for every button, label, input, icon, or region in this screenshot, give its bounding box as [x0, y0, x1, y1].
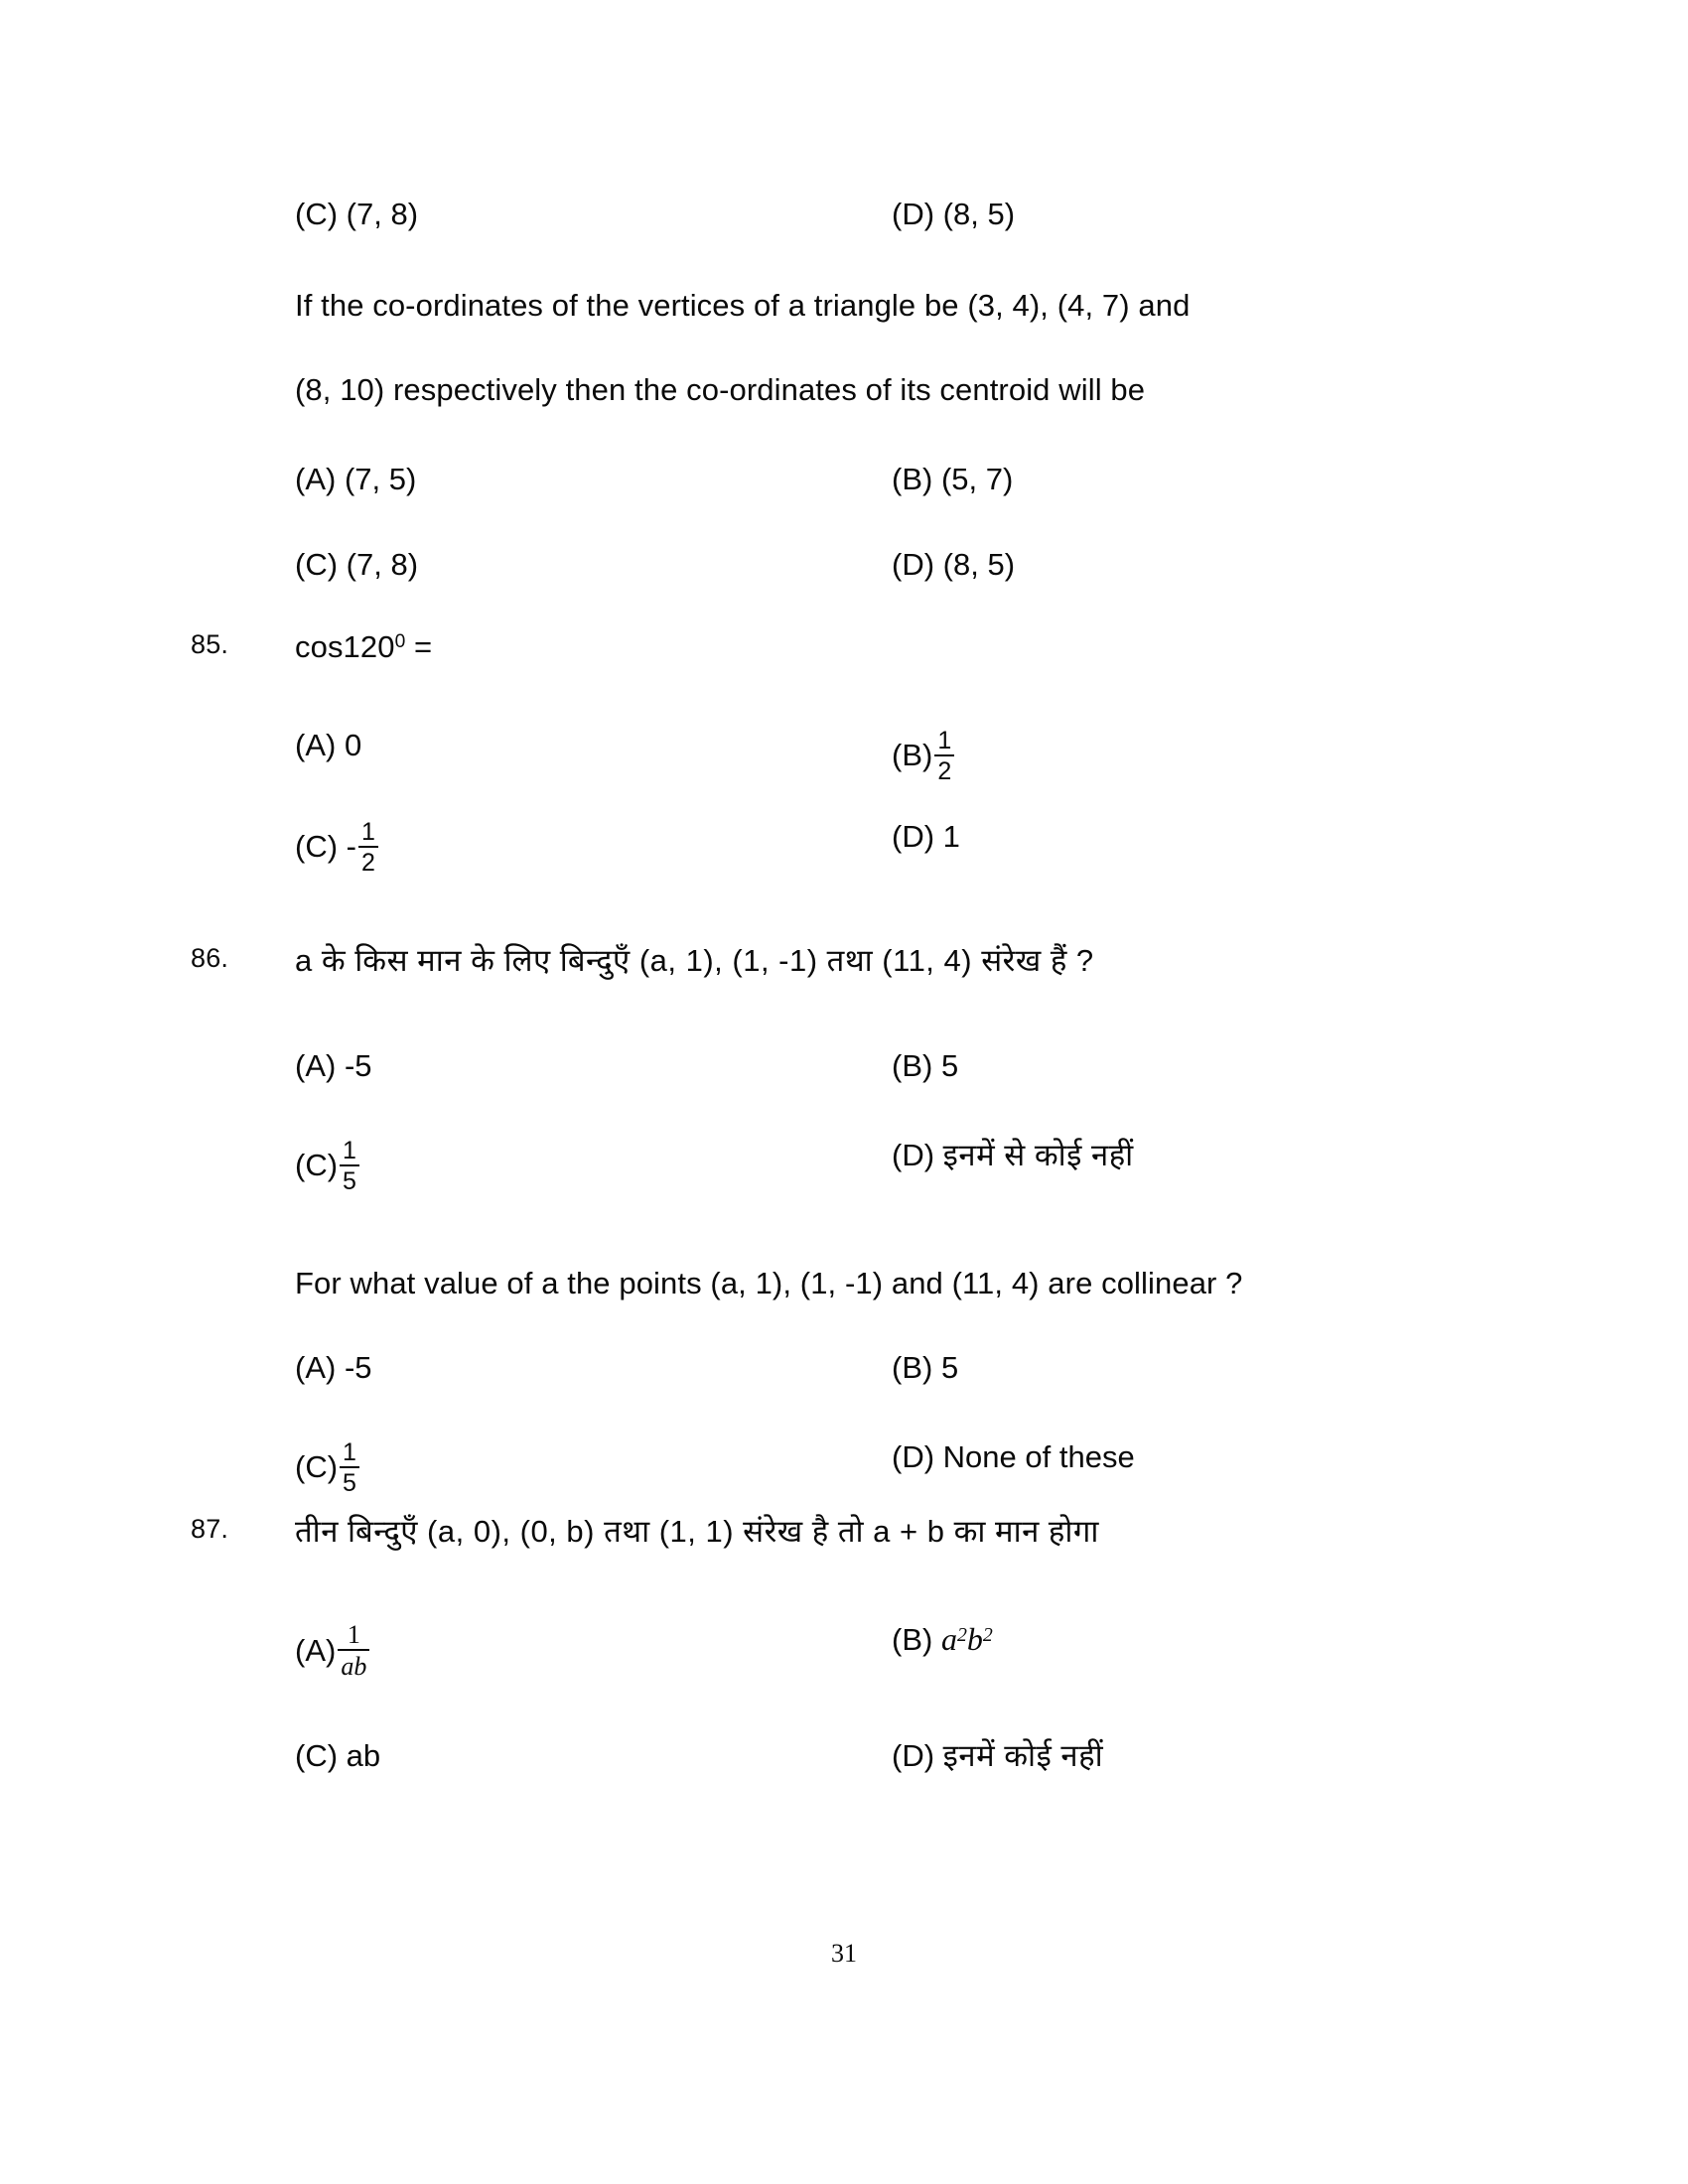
option-d	[892, 1140, 1134, 1172]
fraction-denominator: ab	[338, 1649, 369, 1681]
stem-text: (8, 10) respectively then the co-ordinates of its centroid will be	[295, 372, 1146, 407]
exponent-2: 2	[956, 1624, 967, 1647]
option-text: ab	[346, 1738, 381, 1773]
fraction-one-over-ab	[338, 1621, 369, 1681]
option-text: इनमें से कोई नहीं	[942, 1138, 1134, 1172]
option-label: (A)	[295, 1632, 337, 1668]
option-label: (C)	[295, 197, 339, 231]
option-label: (D)	[892, 819, 935, 854]
option-d	[892, 199, 1015, 231]
option-label: (B)	[892, 1350, 933, 1385]
option-label: (D)	[892, 1738, 935, 1773]
option-label: (C)	[295, 828, 339, 864]
option-a	[295, 1050, 372, 1083]
option-text: (7, 8)	[346, 547, 419, 582]
fraction-denominator: 5	[340, 1164, 359, 1195]
option-label: (D)	[892, 197, 935, 231]
option-text: (8, 5)	[942, 197, 1016, 231]
fraction-one-fifth	[340, 1439, 359, 1497]
question-number: 85.	[191, 629, 229, 659]
option-b	[892, 1050, 958, 1083]
option-b	[892, 1623, 993, 1657]
option-label: (A)	[295, 462, 337, 496]
option-a	[295, 1352, 372, 1385]
option-text: 1	[942, 819, 960, 854]
option-text: -5	[344, 1350, 372, 1385]
stem-tail: =	[405, 629, 433, 664]
base-b: b	[966, 1621, 983, 1657]
option-text: 5	[940, 1048, 959, 1083]
stem-text: a के किस मान के लिए बिन्दुएँ (a, 1), (1, -1) तथा (11, 4) संरेख हैं ?	[295, 943, 1094, 978]
question-number: 87.	[191, 1514, 229, 1544]
fraction-numerator: 1	[361, 818, 375, 846]
option-c	[295, 1137, 361, 1197]
option-c	[295, 199, 418, 231]
fraction-denominator: 2	[934, 754, 954, 785]
option-a	[295, 464, 416, 496]
degree-superscript: 0	[394, 631, 406, 653]
option-b	[892, 727, 956, 787]
fraction-one-fifth	[340, 1138, 359, 1195]
option-text: None of these	[942, 1439, 1135, 1474]
option-d	[892, 1740, 1103, 1773]
option-d	[892, 821, 960, 854]
minus-sign: -	[346, 828, 356, 864]
exponent-2: 2	[982, 1624, 993, 1647]
option-c	[295, 1438, 361, 1499]
option-label: (C)	[295, 1448, 339, 1484]
option-label: (D)	[892, 547, 935, 582]
fraction-numerator: 1	[347, 1620, 360, 1649]
option-text: इनमें कोई नहीं	[942, 1738, 1104, 1773]
option-d	[892, 1441, 1135, 1474]
stem-text: For what value of a the points (a, 1), (1, -1) and (11, 4) are collinear ?	[295, 1266, 1243, 1300]
option-d	[892, 549, 1015, 582]
option-label: (B)	[892, 1622, 933, 1657]
question-number: 86.	[191, 943, 229, 973]
option-label: (C)	[295, 547, 339, 582]
option-text: (7, 5)	[344, 462, 417, 496]
option-text: -5	[344, 1048, 372, 1083]
option-label: (A)	[295, 1048, 337, 1083]
expression-a-squared-b-squared	[941, 1621, 993, 1657]
fraction-denominator: 5	[340, 1466, 359, 1497]
option-b	[892, 1352, 958, 1385]
base-a: a	[940, 1621, 957, 1657]
stem-text: तीन बिन्दुएँ (a, 0), (0, b) तथा (1, 1) संरेख है तो a + b का मान होगा	[295, 1514, 1099, 1549]
option-label: (A)	[295, 728, 337, 762]
option-label: (A)	[295, 1350, 337, 1385]
fraction-numerator: 1	[937, 727, 952, 754]
page-number: 31	[831, 1939, 857, 1968]
option-label: (D)	[892, 1138, 935, 1172]
fraction-one-half	[358, 819, 378, 877]
option-c	[295, 1740, 380, 1773]
option-label: (C)	[295, 1147, 339, 1182]
option-text: 0	[344, 728, 362, 762]
option-c	[295, 818, 380, 879]
stem-base: cos120	[295, 629, 395, 664]
option-text: (7, 8)	[346, 197, 419, 231]
option-text: 5	[940, 1350, 959, 1385]
option-label: (B)	[892, 462, 933, 496]
option-text: (5, 7)	[940, 462, 1014, 496]
option-label: (B)	[892, 1048, 933, 1083]
option-a	[295, 1620, 371, 1683]
option-label: (D)	[892, 1439, 935, 1474]
option-text: (8, 5)	[942, 547, 1016, 582]
stem-text	[295, 631, 432, 664]
fraction-numerator: 1	[343, 1438, 356, 1466]
option-label: (C)	[295, 1738, 339, 1773]
option-c	[295, 549, 418, 582]
option-a	[295, 730, 361, 762]
stem-text: If the co-ordinates of the vertices of a triangle be (3, 4), (4, 7) and	[295, 288, 1191, 323]
fraction-one-half	[934, 728, 954, 785]
option-label: (B)	[892, 737, 933, 772]
fraction-denominator: 2	[358, 846, 378, 877]
option-b	[892, 464, 1013, 496]
fraction-numerator: 1	[343, 1137, 356, 1164]
